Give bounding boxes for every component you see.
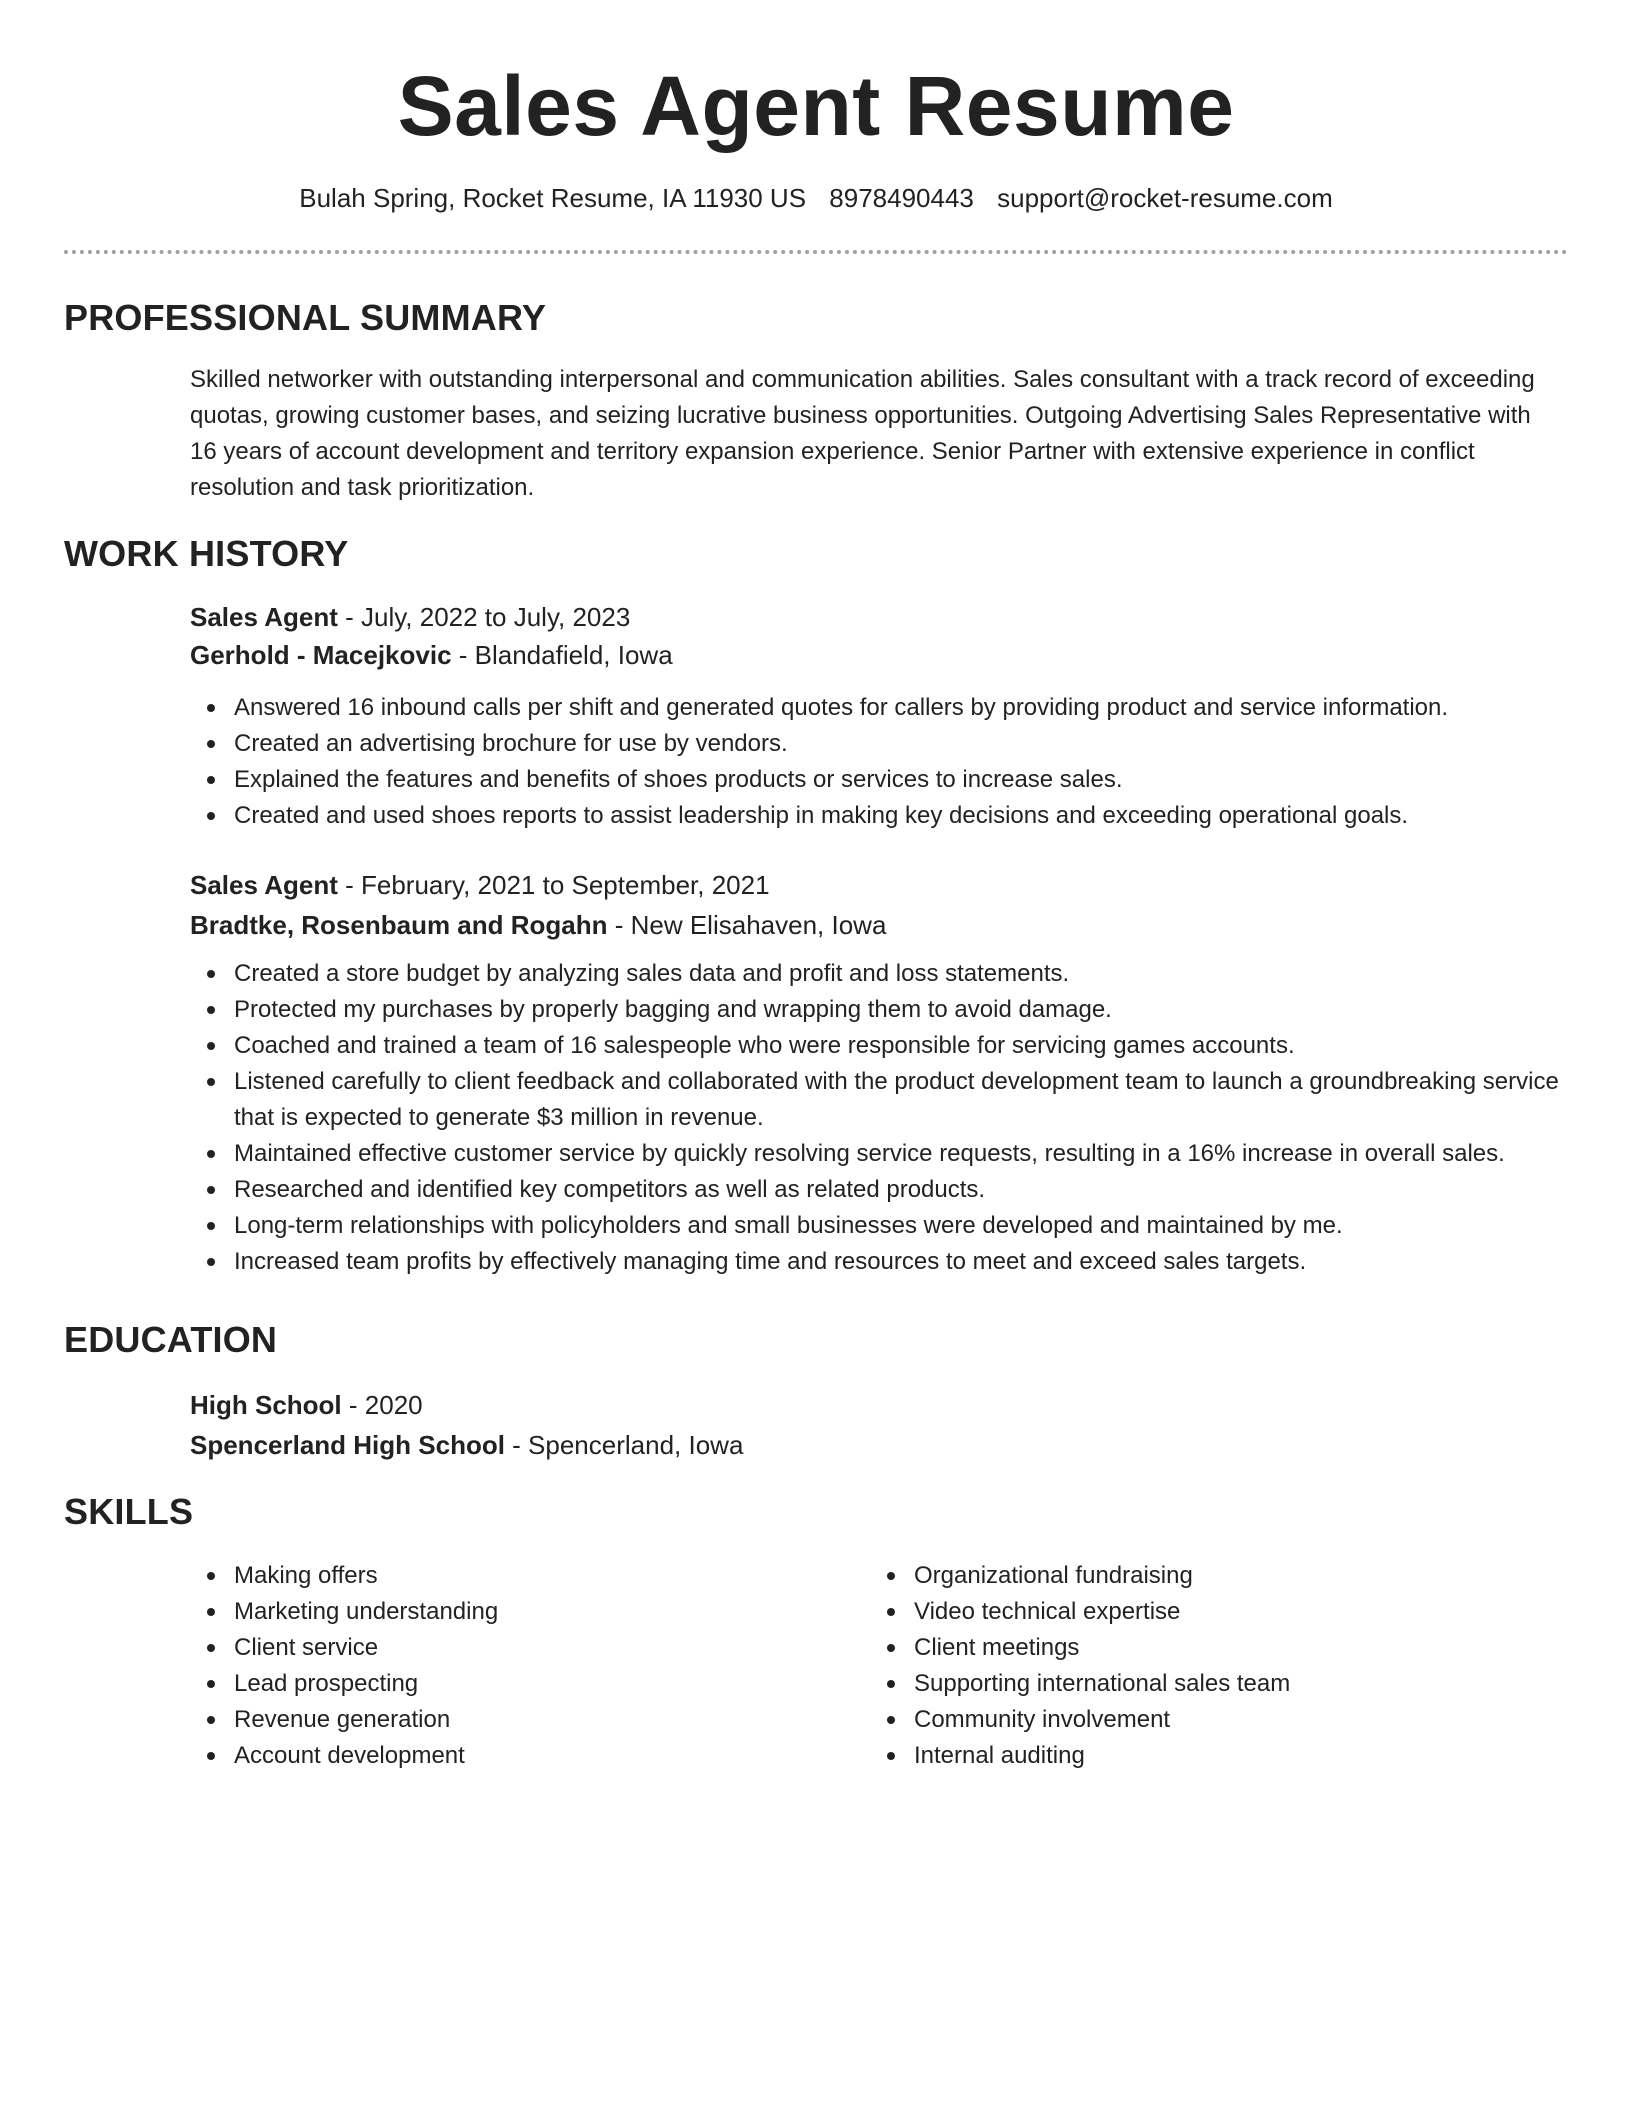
- header-divider: [64, 250, 1568, 254]
- summary-text: Skilled networker with outstanding interpersonal and communication abilities. Sales consultant with a track record of exceeding quotas, growing customer bases, and seizing lucrative business opportunities. Outgoing Advertising Sales Representative with 16 years of account development and territory expansion experience. Senior Partner with extensive experience in conflict resolution and task prioritization.: [190, 366, 1535, 501]
- resume-title: Sales Agent Resume: [397, 59, 1235, 153]
- education-school: Spencerland High School: [190, 1430, 505, 1460]
- skill-item: Organizational fundraising: [870, 1558, 1550, 1594]
- education-degree: High School: [190, 1390, 342, 1420]
- job-company-line: [190, 906, 1568, 944]
- job-company: Bradtke, Rosenbaum and Rogahn: [190, 910, 608, 940]
- job-bullets: [190, 956, 1568, 1280]
- skill-item: Lead prospecting: [190, 1666, 870, 1702]
- list-item: Created a store budget by analyzing sales data and profit and loss statements.: [190, 956, 1568, 992]
- skill-item: Client service: [190, 1630, 870, 1666]
- skill-item: Supporting international sales team: [870, 1666, 1550, 1702]
- job-entry: [190, 598, 1568, 834]
- skill-item: Marketing understanding: [190, 1594, 870, 1630]
- education-year: - 2020: [341, 1390, 423, 1420]
- contact-phone: 8978490443: [829, 183, 974, 213]
- education-heading: EDUCATION: [64, 1319, 278, 1360]
- list-item: Explained the features and benefits of shoes products or services to increase sales.: [190, 762, 1568, 798]
- skill-item: Community involvement: [870, 1702, 1550, 1738]
- summary-heading: PROFESSIONAL SUMMARY: [64, 297, 547, 338]
- skill-item: Making offers: [190, 1558, 870, 1594]
- job-role: Sales Agent: [190, 602, 338, 632]
- list-item: Maintained effective customer service by quickly resolving service requests, resulting in a 16% increase in overall sales.: [190, 1136, 1568, 1172]
- job-location: - New Elisahaven, Iowa: [607, 910, 887, 940]
- list-item: Researched and identified key competitors as well as related products.: [190, 1172, 1568, 1208]
- education-school-line: [190, 1426, 1568, 1464]
- job-title-line: [190, 866, 1568, 904]
- skills-section: [190, 1558, 1568, 1774]
- job-location: - Blandafield, Iowa: [451, 640, 673, 670]
- list-item: Coached and trained a team of 16 salespeople who were responsible for servicing games accounts.: [190, 1028, 1568, 1064]
- contact-address: Bulah Spring, Rocket Resume, IA 11930 US: [299, 183, 807, 213]
- skill-item: Revenue generation: [190, 1702, 870, 1738]
- skills-list-right: [870, 1558, 1550, 1774]
- list-item: Listened carefully to client feedback and collaborated with the product development team to launch a groundbreaking service that is expected to generate $3 million in revenue.: [190, 1064, 1568, 1136]
- skill-item: Account development: [190, 1738, 870, 1774]
- job-bullets: [190, 690, 1568, 834]
- job-dates: - February, 2021 to September, 2021: [337, 870, 770, 900]
- education-entry: [190, 1386, 1568, 1464]
- list-item: Long-term relationships with policyholders and small businesses were developed and maintained by me.: [190, 1208, 1568, 1244]
- summary-section: [190, 362, 1568, 506]
- list-item: Increased team profits by effectively managing time and resources to meet and exceed sales targets.: [190, 1244, 1568, 1280]
- work-history-heading: WORK HISTORY: [64, 533, 349, 574]
- job-company-line: [190, 636, 1568, 674]
- skill-item: Client meetings: [870, 1630, 1550, 1666]
- job-title-line: [190, 598, 1568, 636]
- skill-item: Video technical expertise: [870, 1594, 1550, 1630]
- job-company: Gerhold - Macejkovic: [190, 640, 452, 670]
- contact-email: support@rocket-resume.com: [997, 183, 1333, 213]
- job-role: Sales Agent: [190, 870, 338, 900]
- list-item: Answered 16 inbound calls per shift and generated quotes for callers by providing product and service information.: [190, 690, 1568, 726]
- list-item: Protected my purchases by properly bagging and wrapping them to avoid damage.: [190, 992, 1568, 1028]
- education-degree-line: [190, 1386, 1568, 1424]
- list-item: Created an advertising brochure for use by vendors.: [190, 726, 1568, 762]
- education-location: - Spencerland, Iowa: [504, 1430, 744, 1460]
- list-item: Created and used shoes reports to assist leadership in making key decisions and exceeding operational goals.: [190, 798, 1568, 834]
- job-dates: - July, 2022 to July, 2023: [337, 602, 631, 632]
- job-entry: [190, 866, 1568, 1280]
- skills-list-left: [190, 1558, 870, 1774]
- skill-item: Internal auditing: [870, 1738, 1550, 1774]
- contact-line: [64, 180, 1568, 216]
- skills-heading: SKILLS: [64, 1491, 194, 1532]
